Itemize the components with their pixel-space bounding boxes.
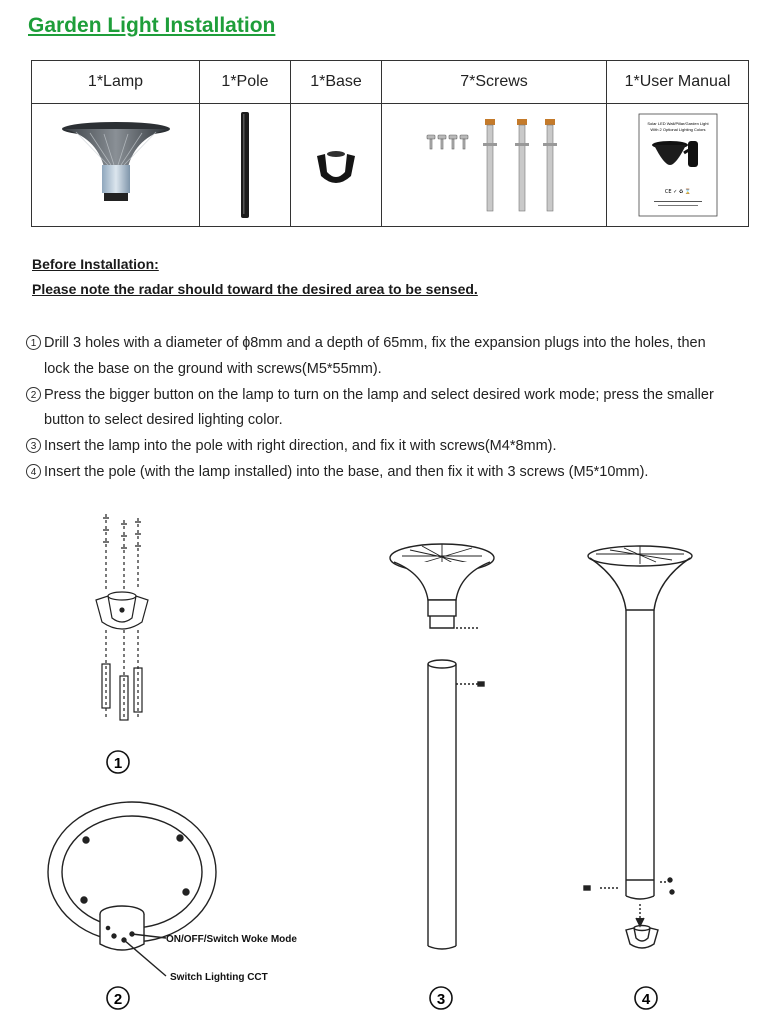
diagram-step-1 bbox=[96, 514, 148, 720]
step-4-line1: Insert the pole (with the lamp installed) into the base, and then fix it with 3 screws (M5*10mm). bbox=[44, 463, 649, 480]
badge-1-text: 1 bbox=[113, 755, 123, 772]
badge-2 bbox=[107, 987, 129, 1009]
badge-4 bbox=[635, 987, 657, 1009]
step-1-line2: lock the base on the ground with screws(M5*55mm). bbox=[44, 360, 382, 377]
step-3-number: 3 bbox=[26, 438, 41, 453]
parts-table bbox=[31, 60, 749, 227]
parts-header-lamp: 1*Lamp bbox=[32, 61, 200, 104]
badge-1 bbox=[107, 751, 129, 773]
step-4 bbox=[26, 460, 744, 486]
diagram-step-3 bbox=[390, 544, 494, 949]
badge-4-text: 4 bbox=[641, 991, 651, 1008]
screws-illustration bbox=[419, 113, 569, 217]
parts-header-row bbox=[32, 61, 749, 104]
badge-3 bbox=[430, 987, 452, 1009]
manual-heading-1: Solar LED Wall/Pillar/Garden Light bbox=[646, 121, 709, 126]
manual-heading-2: With 2 Optional Lighting Colors bbox=[649, 127, 706, 132]
parts-image-row bbox=[32, 104, 749, 227]
label-cct: Switch Lighting CCT bbox=[170, 972, 268, 983]
pole-cell bbox=[200, 104, 291, 227]
parts-header-pole: 1*Pole bbox=[200, 61, 291, 104]
radar-note: Please note the radar should toward the desired area to be sensed. bbox=[32, 281, 478, 297]
parts-header-screws: 7*Screws bbox=[382, 61, 607, 104]
step-1 bbox=[26, 331, 744, 383]
pole-illustration bbox=[235, 110, 255, 220]
step-2-line1: Press the bigger button on the lamp to turn on the lamp and select desired work mode; press the smaller bbox=[44, 386, 714, 403]
installation-diagram bbox=[0, 500, 764, 1024]
base-cell bbox=[291, 104, 382, 227]
manual-marks: CE ✓ ♻ ⌛ bbox=[664, 189, 691, 195]
diagram-step-2 bbox=[48, 802, 216, 976]
parts-header-base: 1*Base bbox=[291, 61, 382, 104]
before-installation-heading: Before Installation: bbox=[32, 256, 159, 272]
step-2-number: 2 bbox=[26, 387, 41, 402]
parts-header-manual: 1*User Manual bbox=[607, 61, 749, 104]
diagram-step-4 bbox=[584, 546, 692, 948]
step-1-line1: Drill 3 holes with a diameter of ɸ8mm and a depth of 65mm, fix the expansion plugs into the holes, then bbox=[44, 335, 706, 351]
step-4-number: 4 bbox=[26, 464, 41, 479]
screws-cell bbox=[382, 104, 607, 227]
manual-illustration bbox=[638, 113, 718, 217]
step-3 bbox=[26, 434, 744, 460]
step-1-number: 1 bbox=[26, 335, 41, 350]
badge-3-text: 3 bbox=[436, 991, 446, 1008]
lamp-cell bbox=[32, 104, 200, 227]
manual-cell bbox=[607, 104, 749, 227]
step-2-line2: button to select desired lighting color. bbox=[44, 412, 283, 429]
step-3-line1: Insert the lamp into the pole with right direction, and fix it with screws(M4*8mm). bbox=[44, 438, 557, 455]
page-title: Garden Light Installation bbox=[28, 14, 276, 37]
label-onoff: ON/OFF/Switch Woke Mode bbox=[166, 934, 297, 945]
badge-2-text: 2 bbox=[113, 991, 123, 1008]
steps-list bbox=[26, 331, 744, 486]
step-2 bbox=[26, 383, 744, 435]
base-illustration bbox=[313, 142, 359, 188]
lamp-illustration bbox=[56, 115, 176, 215]
